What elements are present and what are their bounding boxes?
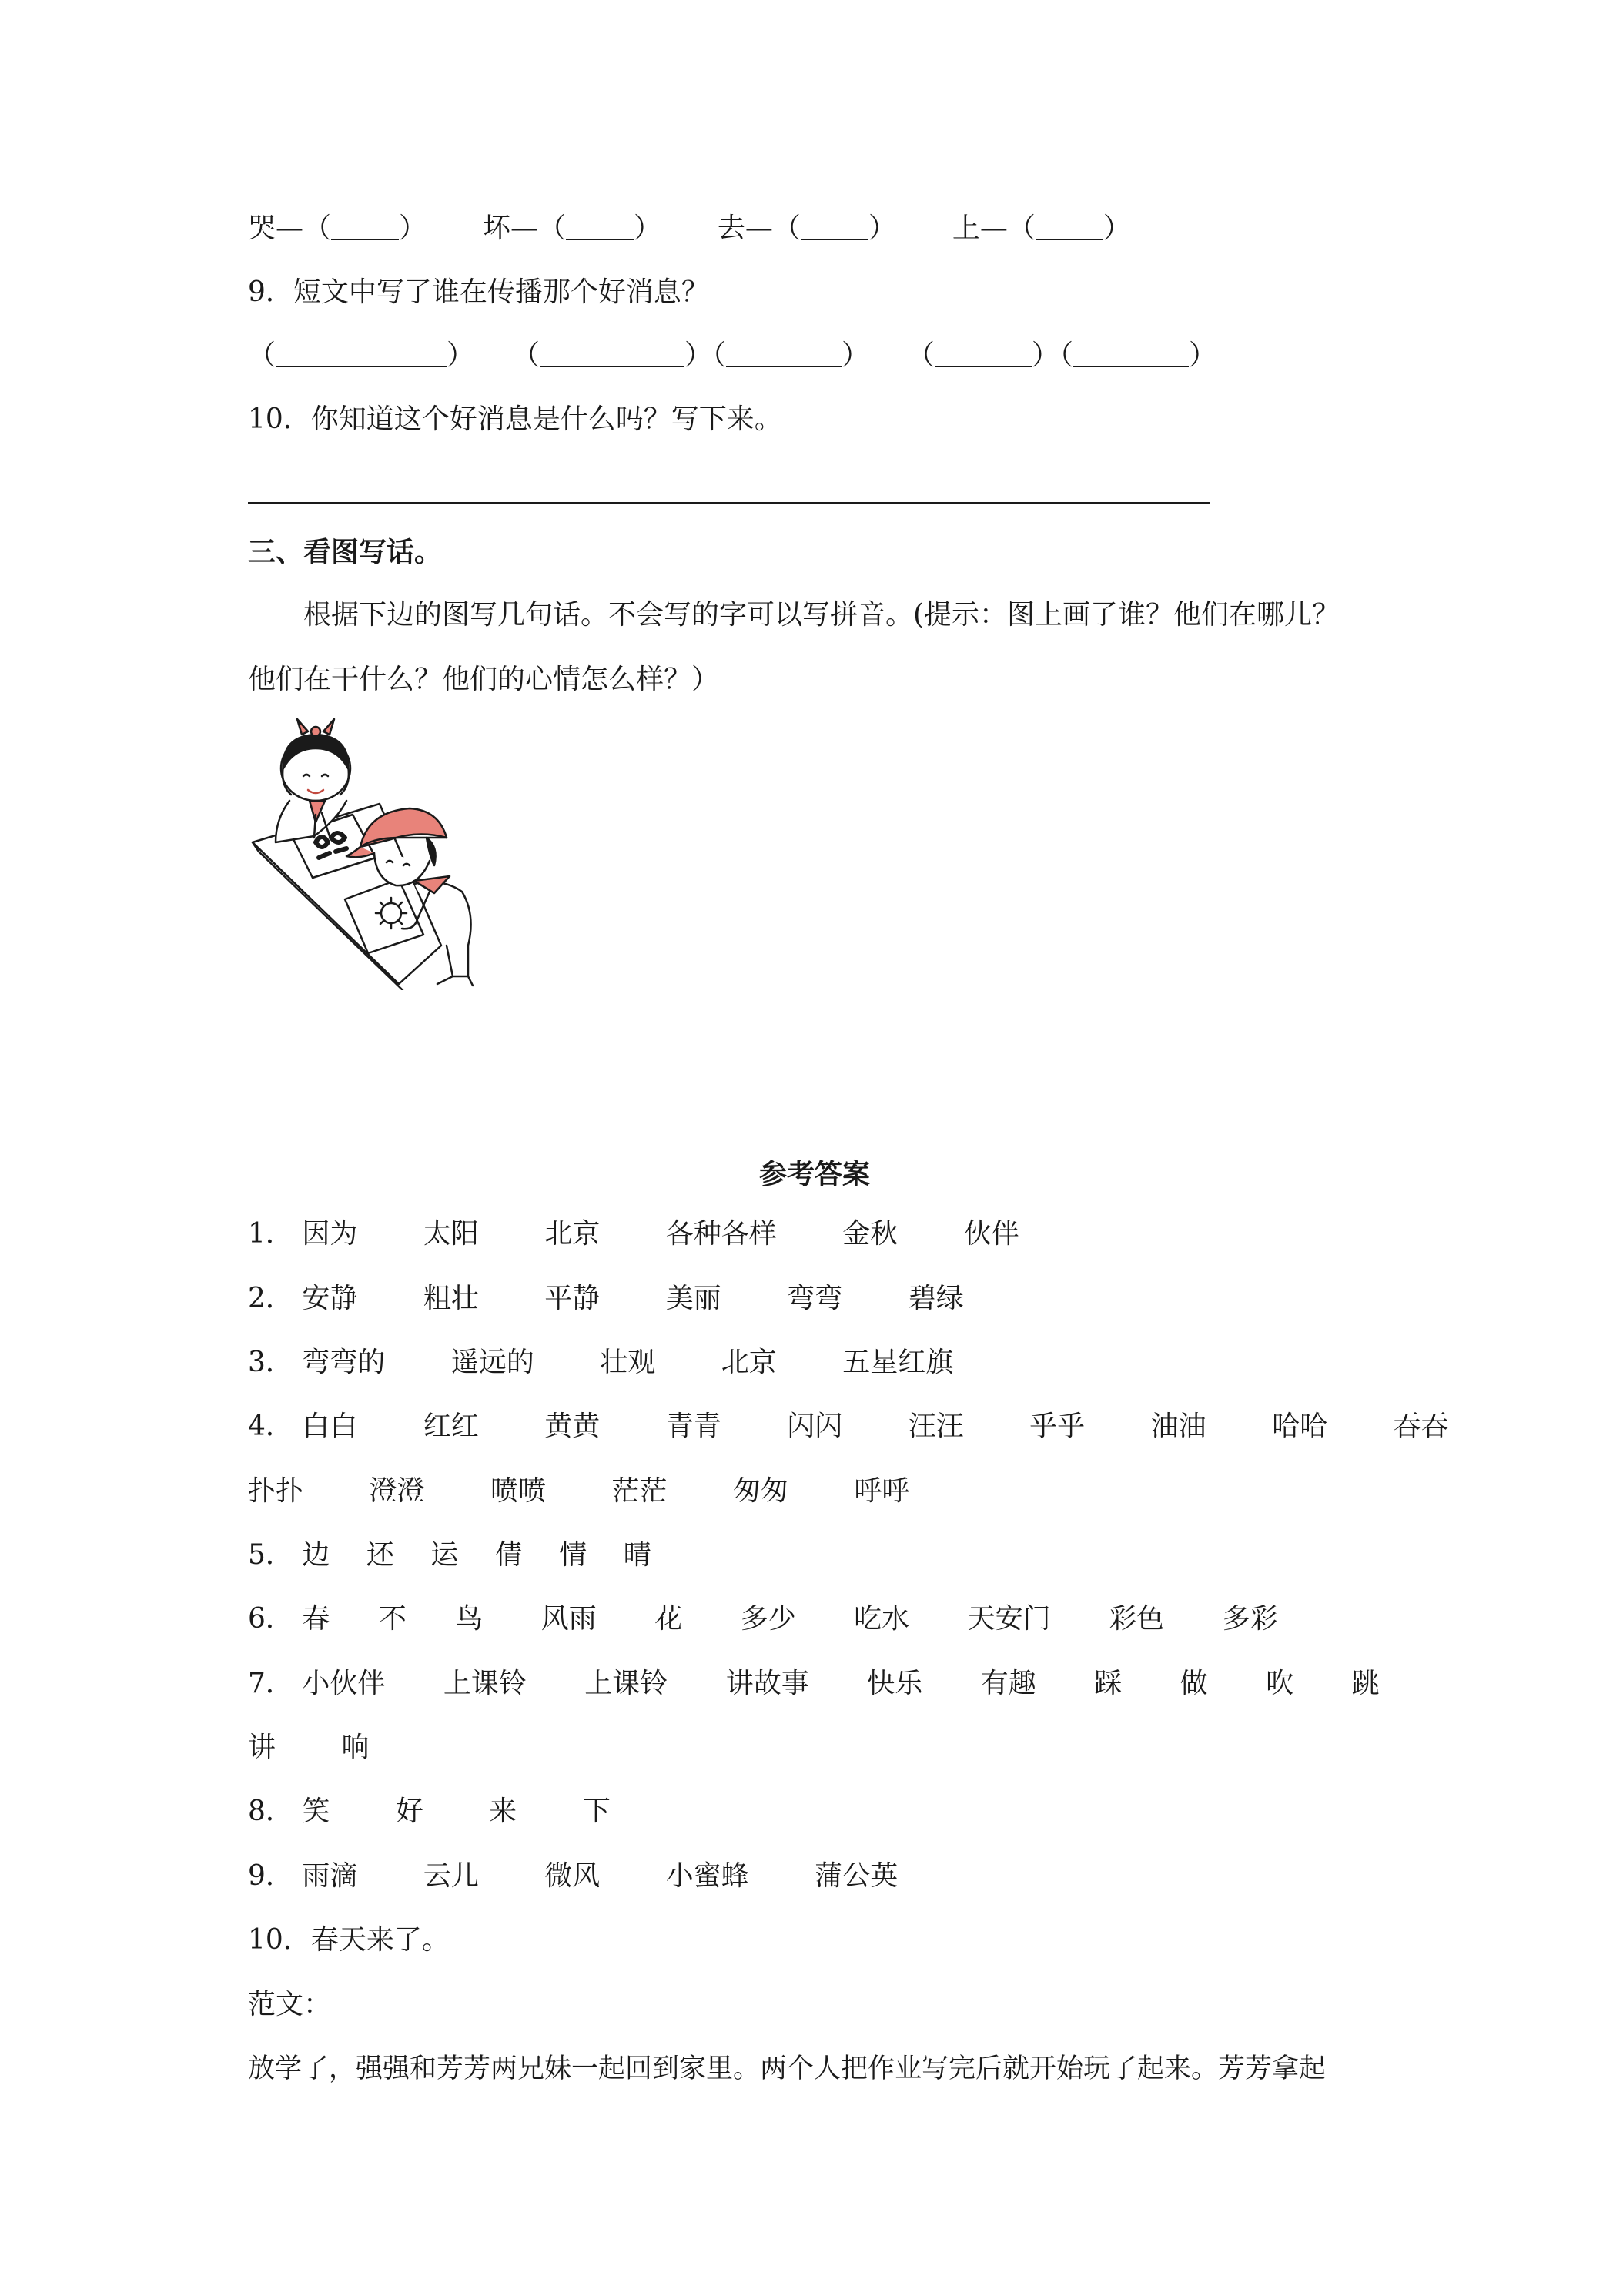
answer-row-10: 10．春天来了。: [248, 1924, 450, 1956]
answer-row-3: 3． 弯弯的 遥远的 壮观 北京 五星红旗: [248, 1347, 954, 1378]
answer-row-8: 8． 笑 好 来 下: [248, 1796, 611, 1827]
answer-row-2: 2． 安静 粗壮 平静 美丽 弯弯 碧绿: [248, 1283, 964, 1314]
answer-blank[interactable]: [276, 343, 447, 367]
q8-line: [248, 212, 1131, 246]
answer-blank[interactable]: [1036, 216, 1103, 240]
answer-blank[interactable]: [801, 216, 868, 240]
q9-question: 9．短文中写了谁在传播那个好消息？: [248, 276, 709, 308]
answer-row-5: 5． 边 还 运 倩 情 晴: [248, 1539, 651, 1571]
answer-row-6: 6． 春 不 鸟 风雨 花 多少 吃水 天安门 彩色 多彩: [248, 1603, 1278, 1635]
answer-blank[interactable]: [540, 343, 684, 367]
q8-item-2: 坏—（ ）: [482, 213, 661, 244]
section3-instruction-1: 根据下边的图写几句话。不会写的字可以写拼音。(提示：图上画了谁？他们在哪儿？: [303, 599, 1340, 631]
answer-row-1: 1． 因为 太阳 北京 各种各样 金秋 伙伴: [248, 1218, 1019, 1250]
answer-row-4-cont: 扑扑 澄澄 喷喷 茫茫 匆匆 呼呼: [248, 1475, 910, 1507]
q10-question: 10．你知道这个好消息是什么吗？写下来。: [248, 403, 782, 435]
answer-blank[interactable]: [935, 343, 1032, 367]
fanwen-label: 范文：: [248, 1989, 332, 2020]
answer-blank[interactable]: [1073, 343, 1189, 367]
q8-item-1: 哭—（ ）: [248, 213, 427, 244]
q8-item-3: 去—（ ）: [717, 213, 896, 244]
essay-line: 放学了，强强和芳芳两兄妹一起回到家里。两个人把作业写完后就开始玩了起来。芳芳拿起: [248, 2053, 1327, 2084]
answer-blank[interactable]: [726, 343, 842, 367]
q9-blanks: （ ） （ ）（ ） （ ）（ ）: [248, 340, 1216, 371]
answer-blank[interactable]: [566, 216, 634, 240]
answer-row-7: 7． 小伙伴 上课铃 上课铃 讲故事 快乐 有趣 踩 做 吹 跳: [248, 1668, 1380, 1699]
section3-title: 三、看图写话。: [248, 536, 443, 568]
answer-row-7-cont: 讲 响: [248, 1732, 370, 1763]
answer-row-9: 9． 雨滴 云儿 微风 小蜜蜂 蒲公英: [248, 1860, 899, 1892]
answer-row-4: 4． 白白 红红 黄黄 青青 闪闪 汪汪 乎乎 油油 哈哈 吞吞: [248, 1411, 1449, 1442]
q8-item-4: 上—（ ）: [952, 213, 1131, 244]
q10-answer-line[interactable]: [248, 502, 1210, 504]
answer-blank[interactable]: [331, 216, 399, 240]
answer-key-title: 参考答案: [759, 1158, 871, 1190]
children-drawing-illustration: [245, 715, 545, 990]
section3-instruction-2: 他们在干什么？他们的心情怎么样？）: [248, 664, 720, 695]
